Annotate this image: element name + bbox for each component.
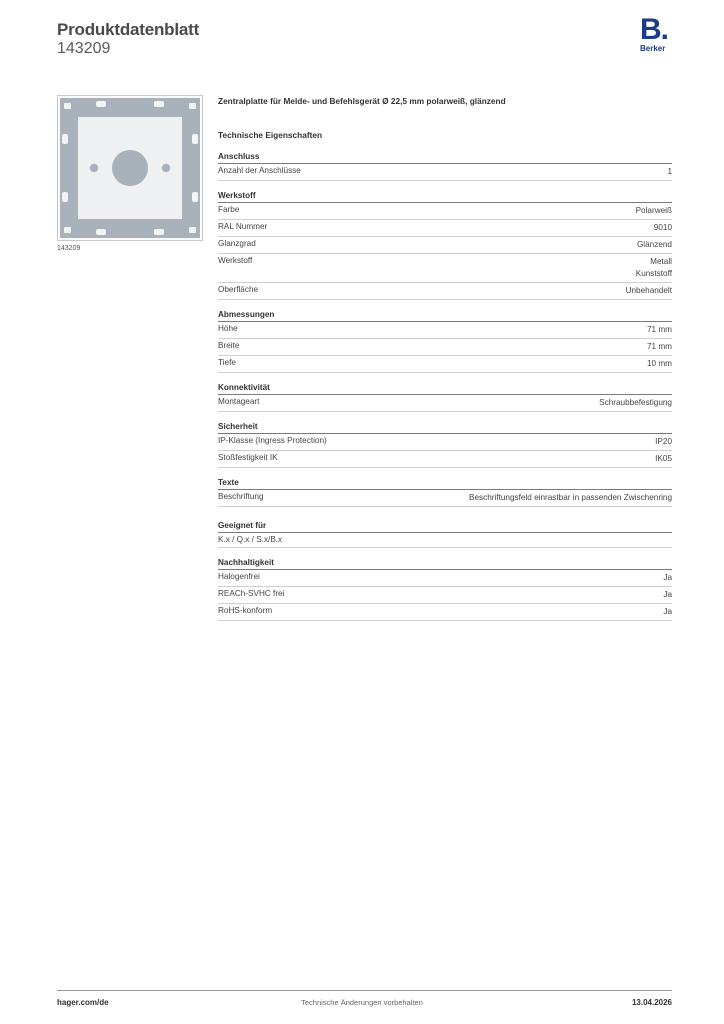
property-value-line: 71 mm [646, 342, 672, 351]
property-label: IP-Klasse (Ingress Protection) [218, 436, 327, 445]
property-row [218, 322, 672, 339]
image-caption: 143209 [57, 245, 81, 252]
product-details [218, 96, 672, 631]
property-value-line: Ja [663, 607, 672, 616]
property-row [218, 237, 672, 254]
property-label: REACh-SVHC frei [218, 589, 285, 598]
property-row [218, 570, 672, 587]
document-number: 143209 [57, 40, 111, 57]
section-title: Texte [218, 478, 672, 490]
property-value [599, 397, 672, 409]
section-title: Abmessungen [218, 310, 672, 322]
property-label: Höhe [218, 324, 238, 333]
section [218, 152, 672, 181]
property-row [218, 164, 672, 181]
property-value-line: Kunststoff [635, 269, 672, 278]
property-value-line: Metall [650, 257, 672, 266]
property-label: Halogenfrei [218, 572, 260, 581]
property-value-line: 9010 [653, 223, 672, 232]
property-label: Anzahl der Anschlüsse [218, 166, 301, 175]
property-label: Beschriftung [218, 492, 264, 501]
property-row [218, 283, 672, 300]
property-value-line: Ja [663, 573, 672, 582]
property-row [218, 490, 672, 507]
property-row [218, 203, 672, 220]
property-row [218, 451, 672, 468]
section-title: Sicherheit [218, 422, 672, 434]
property-label: Breite [218, 341, 240, 350]
property-label: K.x / Q.x / S.x/B.x [218, 535, 283, 544]
footer-notice: Technische Änderungen vorbehalten [301, 998, 423, 1007]
section-title: Anschluss [218, 152, 672, 164]
property-value [654, 222, 672, 234]
logo-text: Berker [640, 44, 666, 53]
property-value [647, 358, 672, 370]
property-row [218, 587, 672, 604]
property-label: Farbe [218, 205, 240, 214]
section [218, 383, 672, 412]
property-value-line: Polarweiß [635, 206, 672, 215]
property-label: Werkstoff [218, 256, 253, 265]
product-description: Zentralplatte für Melde- und Befehlsgerät Ø 22,5 mm polarweiß, glänzend [218, 96, 506, 106]
property-label: Montageart [218, 397, 260, 406]
property-value-line: Schraubbefestigung [599, 398, 672, 407]
property-value [636, 205, 672, 217]
property-value-line: 1 [667, 167, 672, 176]
property-value [663, 606, 672, 618]
section [218, 521, 672, 548]
property-value [655, 436, 672, 448]
property-value-line: 10 mm [646, 359, 672, 368]
section [218, 478, 672, 507]
property-row [218, 604, 672, 621]
property-value [663, 572, 672, 584]
property-label: Oberfläche [218, 285, 259, 294]
technical-properties-heading: Technische Eigenschaften [218, 130, 323, 140]
product-image [57, 95, 203, 241]
property-value [655, 453, 672, 465]
property-value [663, 589, 672, 601]
property-label: RoHS-konform [218, 606, 273, 615]
property-row [218, 339, 672, 356]
section [218, 558, 672, 621]
property-row [218, 254, 672, 283]
property-value-line: Beschriftungsfeld einrastbar in passenden Zwischenring [469, 493, 672, 502]
property-row [218, 220, 672, 237]
property-label: Tiefe [218, 358, 236, 367]
central-plate-illustration [58, 96, 202, 240]
property-label: Glanzgrad [218, 239, 256, 248]
property-value-line: Glänzend [636, 240, 672, 249]
section [218, 422, 672, 468]
property-value [637, 239, 672, 251]
section-title: Konnektivität [218, 383, 672, 395]
property-sections [218, 152, 672, 621]
section [218, 310, 672, 373]
property-value-line: IK05 [655, 454, 672, 463]
section-title: Nachhaltigkeit [218, 558, 672, 570]
property-value [636, 256, 672, 280]
property-row [218, 395, 672, 412]
property-value [647, 341, 672, 353]
berker-logo [640, 13, 674, 57]
section-title: Geeignet für [218, 521, 672, 533]
document-title: Produktdatenblatt [57, 20, 200, 39]
section-title: Werkstoff [218, 191, 672, 203]
section [218, 191, 672, 300]
property-value-line: Unbehandelt [625, 286, 672, 295]
property-value-line: IP20 [655, 437, 672, 446]
property-label: Stoßfestigkeit IK [218, 453, 278, 462]
property-value [469, 492, 672, 504]
document-header [57, 20, 199, 58]
property-row [218, 434, 672, 451]
footer-date: 13.04.2026 [631, 998, 672, 1007]
property-value [667, 166, 672, 178]
property-value [647, 324, 672, 336]
logo-mark: B. [640, 13, 668, 46]
property-value-line: Ja [663, 590, 672, 599]
property-row [218, 356, 672, 373]
property-row [218, 533, 672, 548]
footer-divider [57, 990, 672, 991]
footer-website: hager.com/de [57, 998, 109, 1007]
property-value-line: 71 mm [646, 325, 672, 334]
property-label: RAL Nummer [218, 222, 268, 231]
property-value [626, 285, 672, 297]
